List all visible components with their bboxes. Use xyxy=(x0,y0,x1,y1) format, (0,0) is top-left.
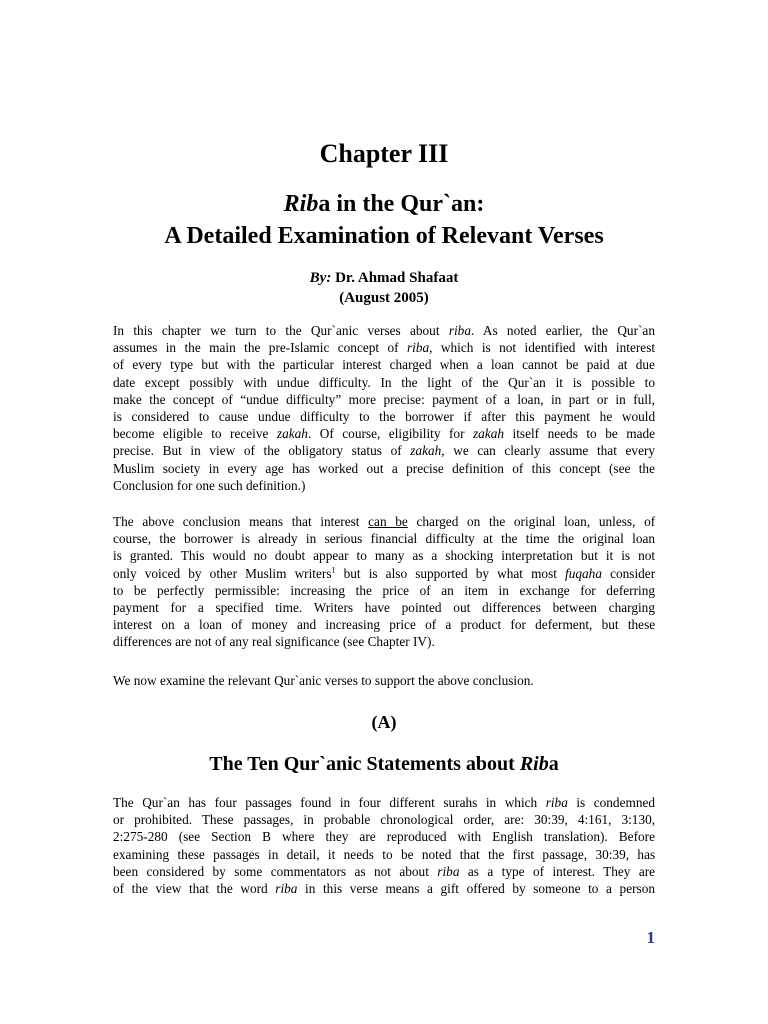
italic-term: riba xyxy=(275,881,298,897)
italic-term: riba xyxy=(545,795,568,810)
text-line: date except possibly with undue difficulty. In the light of the Qur`an it is possible to xyxy=(113,374,655,390)
paragraph-intro xyxy=(113,322,655,494)
document-title xyxy=(113,188,655,252)
footnote-marker: 1 xyxy=(331,565,336,575)
page-number: 1 xyxy=(646,928,655,947)
text-line: to be perfectly permissible: increasing the price of an item in exchange for deferring xyxy=(113,582,656,598)
chapter-heading: Chapter III xyxy=(319,139,449,168)
title-line-1 xyxy=(113,188,655,220)
section-title-end: a xyxy=(548,753,559,775)
text-line: 2:275-280 (see Section B where they are reproduced with English translation). Before xyxy=(113,829,655,845)
paragraph-transition xyxy=(113,672,655,689)
text-line: is considered to cause undue difficulty to the borrower if after this payment he would xyxy=(113,409,656,425)
section-title xyxy=(113,750,655,778)
paragraph-passages xyxy=(113,794,655,897)
title-line-2: A Detailed Examination of Relevant Verses xyxy=(164,223,604,249)
by-label: By: xyxy=(309,270,332,286)
paragraph-conclusion xyxy=(113,513,655,651)
italic-term: zakah xyxy=(473,426,505,442)
text-line: examining these passages in detail, it needs to be noted that the first passage, 30:39, has xyxy=(113,846,656,862)
text-line: or prohibited. These passages, in probable chronological order, are: 30:39, 4:161, 3:130, xyxy=(113,812,656,828)
text-line: only voiced by other Muslim writers$^1$ but is also supported by what most fuqaha consider xyxy=(113,565,656,581)
text-line: In this chapter we turn to the Qur`anic verses about riba. As noted earlier, the Qur`an xyxy=(113,323,655,338)
text-line: of every type but with the particular interest charged when a loan cannot be paid at due xyxy=(113,357,655,373)
section-title-text: The Ten Qur`anic Statements about xyxy=(209,753,520,775)
underlined-phrase: can be xyxy=(368,514,408,529)
text-line: Conclusion for one such definition.) xyxy=(113,477,306,493)
italic-term: zakah xyxy=(410,443,442,459)
text-line: is granted. This would no doubt appear to many as a shocking interpretation but it is not xyxy=(113,548,656,564)
text-line: assumes in the main the pre-Islamic concept of riba, which is not identified with interest xyxy=(113,340,656,356)
italic-term: riba xyxy=(437,863,460,879)
text-line: become eligible to receive zakah. Of course, eligibility for zakah itself needs to be made xyxy=(113,426,656,442)
section-title-italic: Rib xyxy=(519,753,549,775)
text-line: payment for a specified time. Writers have pointed out differences between charging xyxy=(113,600,655,616)
text-line: course, the borrower is already in serious financial difficulty at the time the original loan xyxy=(113,531,656,547)
byline xyxy=(113,268,655,308)
text-line: precise. But in view of the obligatory status of zakah, we can clearly assume that every xyxy=(113,443,656,459)
text-line: interest on a loan of money and increasing price of a product for deferment, but these xyxy=(113,617,656,633)
text-line: Muslim society in every age has worked out a precise definition of this concept (see the xyxy=(113,460,655,476)
text-line: been considered by some commentators as not about riba as a type of interest. They are xyxy=(113,863,656,879)
italic-term: zakah xyxy=(276,426,308,442)
italic-term: riba xyxy=(407,340,430,356)
author-line xyxy=(113,268,655,288)
italic-term: fuqaha xyxy=(565,565,602,581)
section-label: (A) xyxy=(371,712,397,732)
text-line: differences are not of any real significance (see Chapter IV). xyxy=(113,634,435,650)
title-line-1-rest: a in the Qur`an: xyxy=(318,191,485,217)
text-line: The above conclusion means that interest can be charged on the original loan, unless, of xyxy=(113,514,656,529)
text-line: make the concept of “undue difficulty” more precise: payment of a loan, in part or in full, xyxy=(113,391,655,407)
author-name: Dr. Ahmad Shafaat xyxy=(331,270,459,286)
text-line: The Qur`an has four passages found in four different surahs in which riba is condemned xyxy=(113,795,656,810)
text-line: We now examine the relevant Qur`anic verses to support the above conclusion. xyxy=(113,673,534,688)
text-line: of the view that the word riba in this verse means a gift offered by someone to a person xyxy=(113,881,655,897)
italic-term: riba xyxy=(448,323,471,338)
title-italic-word: Rib xyxy=(283,191,319,217)
publication-date: (August 2005) xyxy=(339,290,429,306)
